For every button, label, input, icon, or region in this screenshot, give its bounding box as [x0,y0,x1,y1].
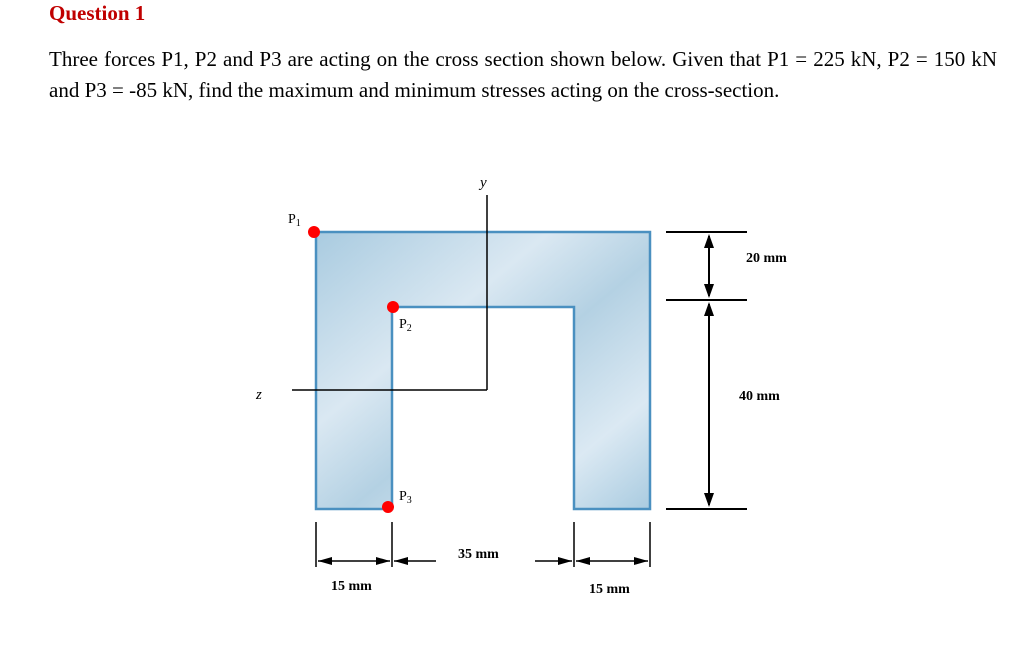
dim-gap-label: 35 mm [458,547,499,562]
question-title: Question 1 [49,1,146,25]
dim-legs-label: 40 mm [739,389,780,404]
question-text: Three forces P1, P2 and P3 are acting on the cross section shown below. Given that P1 = 225 kN, P2 = 150 kN and P3 = -85 kN, find the maximum and minimum stresses acting on the cross-section. [49,47,997,102]
dim-top-flange-label: 20 mm [746,251,787,266]
z-axis-label: z [256,387,262,403]
y-axis-label: y [480,175,487,191]
p2-marker [387,301,399,313]
vertical-dimension-lines [666,232,747,509]
cross-section-shape [316,232,650,509]
p2-label: $P_2$ [399,317,412,334]
dim-left-leg-label: 15 mm [331,579,372,594]
dim-right-leg-label: 15 mm [589,582,630,597]
p3-marker [382,501,394,513]
p1-label: $P_1$ [288,212,301,229]
p1-marker [308,226,320,238]
p3-label: $P_3$ [399,489,412,506]
